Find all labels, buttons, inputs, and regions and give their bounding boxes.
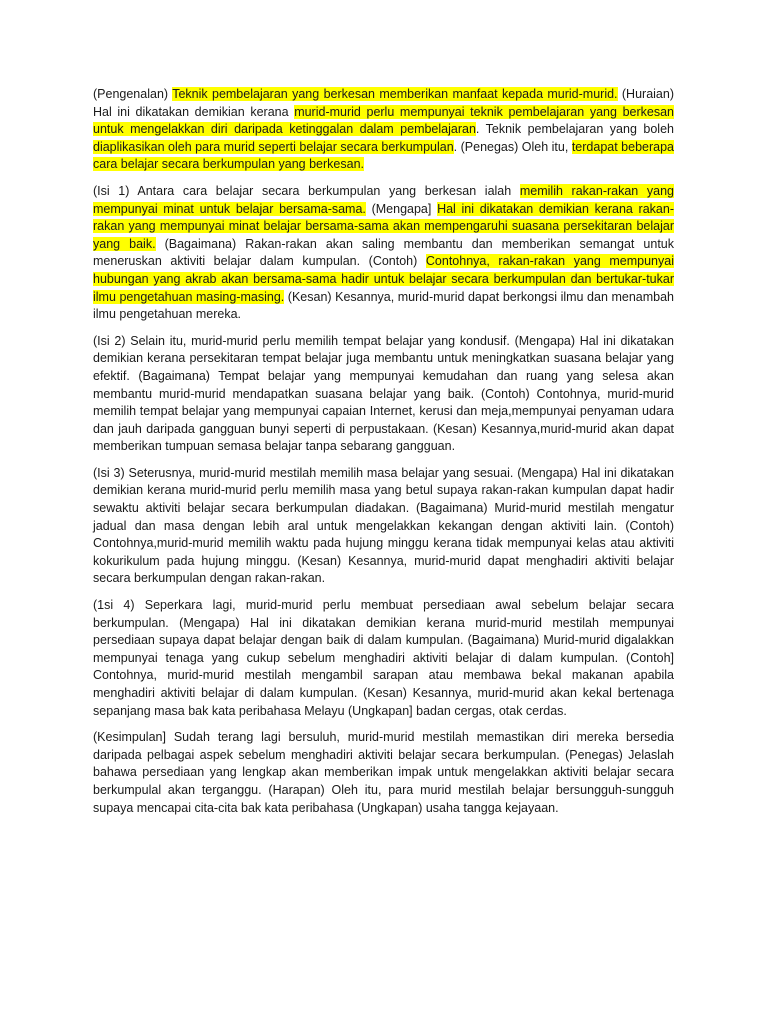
text-segment: . (Penegas) Oleh itu, xyxy=(453,139,572,154)
highlighted-segment: Contohnya, rakan-rakan yang mempunyai hubungan yang akrab akan bersama-sama hadir untuk belajar secara berkumpulan dan bertukar-tukar ilmu pengetahuan masing-masing. xyxy=(93,254,674,304)
paragraph-pengenalan xyxy=(93,86,674,174)
paragraph-kesimpulan xyxy=(93,729,674,817)
text-segment: (Mengapa] xyxy=(365,201,438,216)
text-segment: (Huraian) Hal ini dikatakan demikian kerana xyxy=(93,87,674,119)
text-segment: (Bagaimana) Rakan-rakan akan saling membantu dan memberikan semangat untuk meneruskan aktiviti belajar dalam kumpulan. (Contoh) xyxy=(93,236,675,269)
document-page xyxy=(93,86,674,826)
text-segment: (Kesan) Kesannya, murid-murid dapat berkongsi ilmu dan menambah ilmu pengetahuan mereka. xyxy=(93,289,674,322)
paragraph-isi-4 xyxy=(93,597,674,720)
text-segment: . Teknik pembelajaran yang boleh xyxy=(475,122,674,137)
text-segment: (Kesimpulan] Sudah terang lagi bersuluh, murid-murid mestilah memastikan diri mereka bersedia daripada pelbagai aspek sebelum menghadiri aktiviti belajar secara berkumpulan. (Penegas) Jelaslah bahawa persediaan yang lengkap akan memberikan impak untuk mengelakkan aktiviti belajar secara berkumpulal akan terganggu. (Harapan) Oleh itu, para murid mestilah belajar bersungguh-sungguh supaya mencapai cita-cita bak kata peribahasa (Ungkapan) usaha tangga kejayaan. xyxy=(93,730,674,815)
text-segment: (Isi 2) Selain itu, murid-murid perlu memilih tempat belajar yang kondusif. (Mengapa) Hal ini dikatakan demikian kerana persekitaran tempat belajar juga membantu untuk meningkatkan suasana belajar yang efektif. (Bagaimana) Tempat belajar yang mempunyai kemudahan dan ruang yang selesa akan membantu murid-murid mendapatkan suasana belajar yang baik. (Contoh) Contohnya, murid-murid memilih tempat belajar yang mempunyai capaian Internet, kerusi dan meja,mempunyai penyaman udara dan jauh daripada gangguan bunyi seperti di perpustakaan. (Kesan) Kesannya,murid-murid akan dapat memberikan tumpuan semasa belajar tanpa sebarang gangguan. xyxy=(93,333,674,454)
paragraph-isi-2 xyxy=(93,333,674,456)
text-segment: (Pengenalan) xyxy=(93,87,173,101)
paragraph-isi-1 xyxy=(93,183,674,324)
paragraph-isi-3 xyxy=(93,465,674,588)
highlighted-segment: diaplikasikan oleh para murid seperti belajar secara berkumpulan xyxy=(93,139,454,154)
highlighted-segment: memilih rakan-rakan yang mempunyai minat untuk belajar bersama-sama. xyxy=(93,183,674,216)
highlighted-segment: terdapat beberapa cara belajar secara berkumpulan yang berkesan. xyxy=(93,139,675,172)
text-segment: (1si 4) Seperkara lagi, murid-murid perlu membuat persediaan awal sebelum belajar secara berkumpulan. (Mengapa) Hal ini dikatakan demikian kerana murid-murid mestilah mempunyai persediaan supaya dapat belajar dengan baik di dalam kumpulan. (Bagaimana) Murid-murid digalakkan mempunyai tenaga yang cukup sebelum menghadiri aktiviti belajar di dalam kumpulan. (Contoh] Contohnya, murid-murid mestilah mengambil sarapan atau membawa bekal makanan apabila menghadiri aktiviti belajar di dalam kumpulan. (Kesan) Kesannya, murid-murid akan kekal bertenaga sepanjang masa bak kata peribahasa Melayu (Ungkapan] badan cergas, otak cerdas. xyxy=(93,598,674,718)
highlighted-segment: Hal ini dikatakan demikian kerana rakan-rakan yang mempunyai minat belajar bersama-sama akan mempengaruhi suasana persekitaran belajar yang baik. xyxy=(93,201,674,251)
text-segment: (Isi 3) Seterusnya, murid-murid mestilah memilih masa belajar yang sesuai. (Mengapa) Hal ini dikatakan demikian kerana murid-murid perlu memilih masa yang betul supaya rakan-rakan kumpulan dapat hadir sewaktu aktiviti belajar secara berkumpulan diadakan. (Bagaimana) Murid-murid mestilah mengatur jadual dan masa dengan lebih aral untuk mengelakkan kekangan dengan aktiviti lain. (Contoh) Contohnya,murid-murid memilih waktu pada hujung minggu kerana tidak mempunyai kelas atau aktiviti kokurikulum pada hujung minggu. (Kesan) Kesannya, murid-murid dapat menghadiri aktiviti belajar secara berkumpulan dengan rakan-rakan. xyxy=(93,465,674,586)
highlighted-segment: Teknik pembelajaran yang berkesan memberikan manfaat kepada murid-murid. xyxy=(172,87,618,101)
highlighted-segment: murid-murid perlu mempunyai teknik pembelajaran yang berkesan untuk mengelakkan diri daripada ketinggalan dalam pembelajaran xyxy=(93,104,674,137)
text-segment: (Isi 1) Antara cara belajar secara berkumpulan yang berkesan ialah xyxy=(93,183,520,198)
